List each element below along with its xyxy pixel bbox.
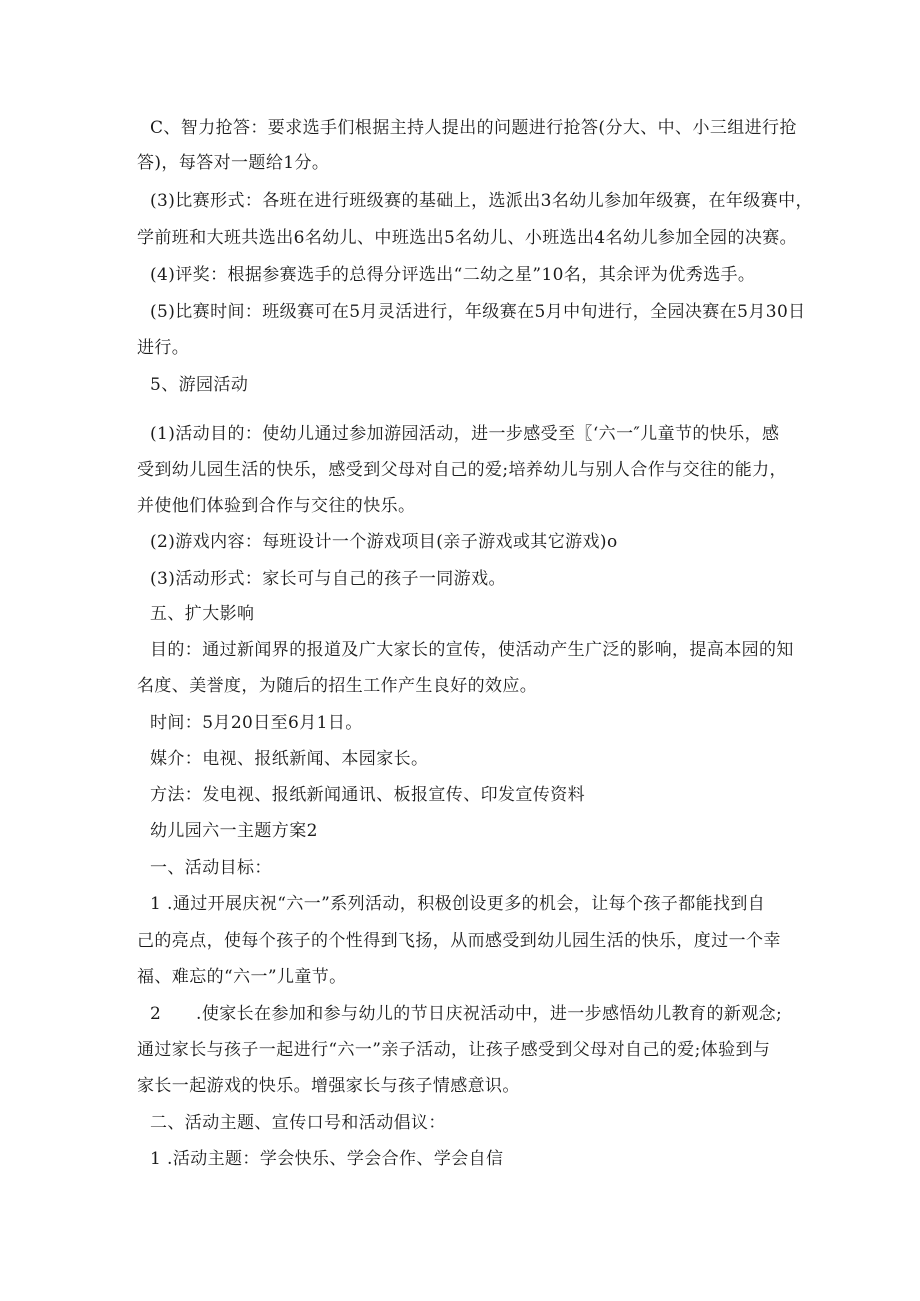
section-heading: 二、活动主题、宣传口号和活动倡议： [150, 1113, 446, 1133]
section-heading: 一、活动目标： [150, 858, 272, 878]
text-line: C、智力抢答：要求选手们根据主持人提出的问题进行抢答(分大、中、小三组进行抢 [150, 118, 797, 138]
text-line: 2 .使家长在参加和参与幼儿的节日庆祝活动中，进一步感悟幼儿教育的新观念; [150, 1004, 783, 1024]
text-line: 方法：发电视、报纸新闻通讯、板报宣传、印发宣传资料 [150, 785, 585, 805]
text-line: (5)比赛时间：班级赛可在5月灵活进行，年级赛在5月中旬进行，全园决赛在5月30日 [150, 302, 806, 322]
text-line: 答)，每答对一题给1分。 [137, 153, 330, 173]
text-line: 进行。 [137, 338, 190, 358]
text-line: 1 .通过开展庆祝“六一”系列活动，积极创设更多的机会，让每个孩子都能找到自 [150, 894, 766, 914]
section-heading: 5、游园活动 [150, 375, 249, 395]
text-line: 媒介：电视、报纸新闻、本园家长。 [150, 749, 429, 769]
text-line: 己的亮点，使每个孩子的个性得到飞扬，从而感受到幼儿园生活的快乐，度过一个幸 [137, 931, 781, 951]
text-line: (3)活动形式：家长可与自己的孩子一同游戏。 [150, 569, 506, 589]
text-line: 时间：5月20日至6月1日。 [150, 713, 363, 733]
text-line: 受到幼儿园生活的快乐，感受到父母对自己的爱;培养幼儿与别人合作与交往的能力， [137, 460, 787, 480]
text-line: 学前班和大班共选出6名幼儿、中班选出5名幼儿、小班选出4名幼儿参加全园的决赛。 [137, 228, 798, 248]
text-line: (4)评奖：根据参赛选手的总得分评选出“二幼之星”10名，其余评为优秀选手。 [150, 265, 756, 285]
text-line: (1)活动目的：使幼儿通过参加游园活动，进一步感受至〖‘六一″儿童节的快乐，感 [150, 424, 780, 444]
text-line: 名度、美誉度，为随后的招生工作产生良好的效应。 [137, 676, 538, 696]
text-line: (3)比赛形式：各班在进行班级赛的基础上，选派出3名幼儿参加年级赛，在年级赛中， [150, 191, 813, 211]
section-heading: 五、扩大影响 [150, 604, 255, 624]
text-line: 福、难忘的“六一”儿童节。 [137, 967, 347, 987]
section-heading: 幼儿园六一主题方案2 [150, 821, 318, 841]
text-line: 并使他们体验到合作与交往的快乐。 [137, 496, 416, 516]
text-line: 1 .活动主题：学会快乐、学会合作、学会自信 [150, 1149, 504, 1169]
text-line: 家长一起游戏的快乐。增强家长与孩子情感意识。 [137, 1076, 520, 1096]
text-line: 目的：通过新闻界的报道及广大家长的宣传，使活动产生广泛的影响，提高本园的知 [150, 640, 794, 660]
text-line: 通过家长与孩子一起进行“六一”亲子活动，让孩子感受到父母对自己的爱;体验到与 [137, 1040, 771, 1060]
text-line: (2)游戏内容：每班设计一个游戏项目(亲子游戏或其它游戏)o [150, 532, 618, 552]
